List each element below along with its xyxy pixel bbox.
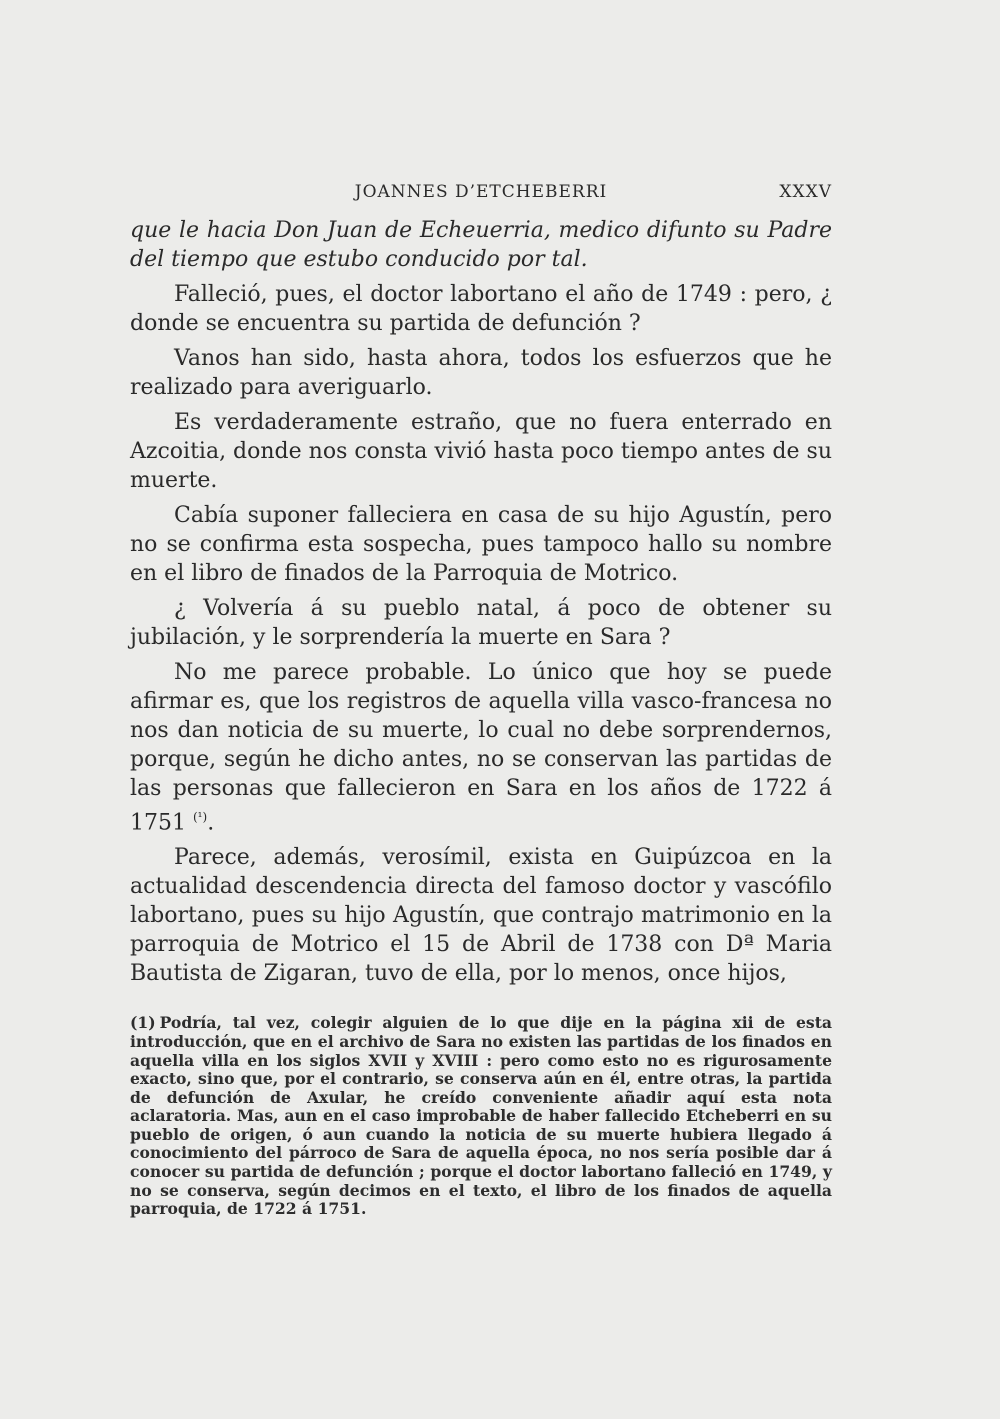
paragraph: Es verdaderamente estraño, que no fuera enterrado en Azcoitia, donde nos consta vivió hasta poco tiempo antes de su muerte. [130,410,832,493]
paragraph: Cabía suponer falleciera en casa de su hijo Agustín, pero no se confirma esta sospecha, pues tampoco hallo su nombre en el libro de finados de la Parroquia de Motrico. [130,503,832,586]
paragraph: que le hacia Don Juan de Echeuerria, medico difunto su Padre del tiempo que estubo conducido por tal. [130,218,832,272]
paragraph: Vanos han sido, hasta ahora, todos los esfuerzos que he realizado para averiguarlo. [130,346,832,400]
footnote-text: Podría, tal vez, colegir alguien de lo que dije en la página xii de esta introducción, que en el archivo de Sara no existen las partidas de los finados en aquella villa en los siglos XVII y XVIII : pero como esto no es rigurosamente exacto, sino que, por el contrario, se conserva aún en él, entre otras, la partida de defunción de Axular, he creído conveniente añadir aquí esta nota aclaratoria. Mas, aun en el caso improbable de haber fallecido Etcheberri en su pueblo de origen, ó aun cuando la noticia de su muerte hubiera llegado á conocimiento del párroco de Sara de aquella época, no nos sería posible dar á conocer su partida de defunción ; porque el doctor labortano falleció en 1749, y no se conserva, según decimos en el texto, el libro de los finados de aquella parroquia, de 1722 á 1751. [130,1013,832,1219]
body-text [130,216,832,988]
footnote-marker: (1) [130,1013,156,1033]
footnote [130,1014,832,1219]
paragraph: ¿ Volvería á su pueblo natal, á poco de obtener su jubilación, y le sorprendería la muerte en Sara ? [130,596,832,650]
paragraph-with-footnote [130,658,832,837]
book-page [130,170,832,1219]
paragraph: Falleció, pues, el doctor labortano el año de 1749 : pero, ¿ donde se encuentra su partida de defunción ? [130,282,832,336]
paragraph-text: No me parece probable. Lo único que hoy se puede afirmar es, que los registros de aquella villa vasco-francesa no nos dan noticia de su muerte, lo cual no debe sorprendernos, porque, según he dicho antes, no se conservan las partidas de las personas que fallecieron en Sara en los años de 1722 á 1751 [130,660,832,836]
running-title: JOANNES D’ETCHEBERRI [354,182,608,202]
page-number: XXXV [779,182,832,202]
paragraph-tail: . [207,810,215,836]
paragraph: Parece, además, verosímil, exista en Guipúzcoa en la actualidad descendencia directa del famoso doctor y vascófilo labortano, pues su hijo Agustín, que contrajo matrimonio en la parroquia de Motrico el 15 de Abril de 1738 con Dª Maria Bautista de Zigaran, tuvo de ella, por lo menos, once hijos, [130,845,832,987]
running-head [130,170,832,210]
footnote-reference: (¹) [193,810,208,824]
